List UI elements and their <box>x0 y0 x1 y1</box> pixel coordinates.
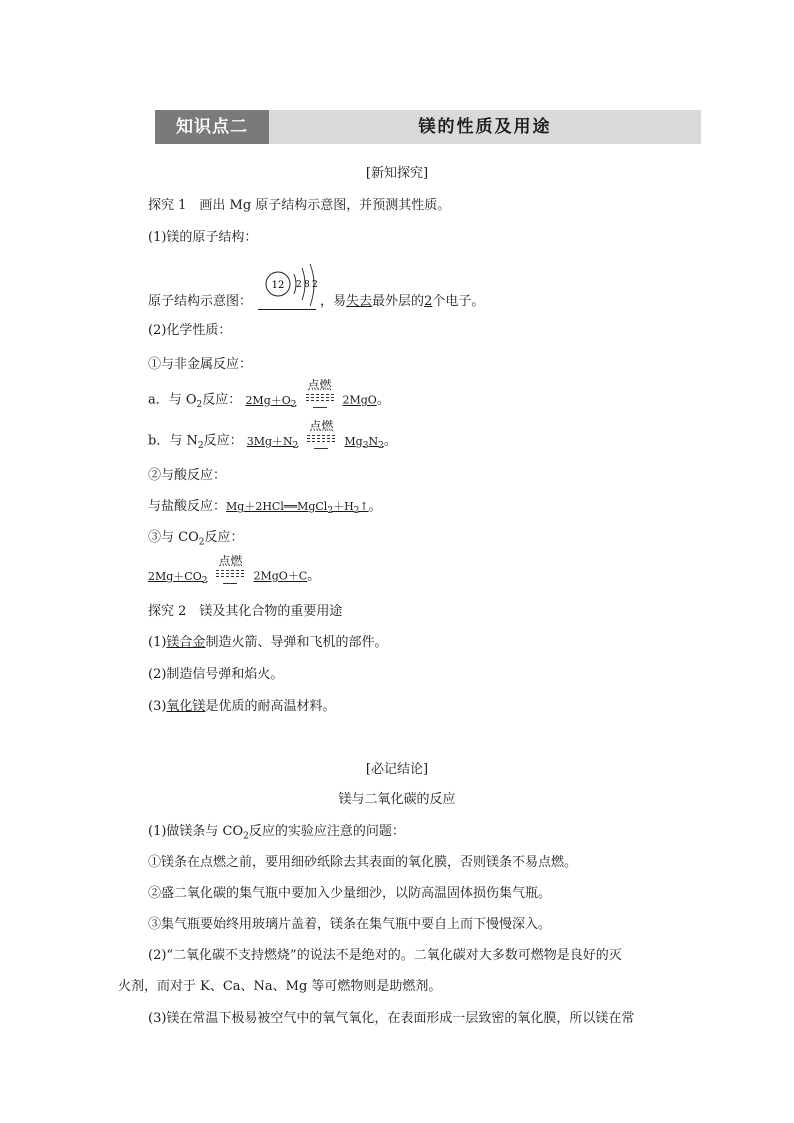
subscript: 2 <box>353 506 360 517</box>
condition-label: 点燃 <box>307 378 332 392</box>
section-tag: 知识点二 <box>155 110 269 144</box>
equation-product <box>344 434 384 451</box>
text-fragment: 反应： <box>203 433 243 449</box>
conclusion-label: [必记结论] <box>365 762 429 777</box>
section-header <box>155 110 701 144</box>
note-1-item-3: ③集气瓶要始终用玻璃片盖着，镁条在集气瓶中要自上而下慢慢深入。 <box>148 917 552 932</box>
text-fragment: 。 <box>383 433 397 449</box>
section-title: 镁的性质及用途 <box>418 117 552 137</box>
note-2-line-2: 火剂，而对于 K、Ca、Na、Mg 等可燃物则是助燃剂。 <box>118 979 442 994</box>
condition-label: 点燃 <box>309 419 334 433</box>
text-fragment: ，易 <box>320 294 347 309</box>
subscript: 3 <box>362 440 369 451</box>
equation-co2 <box>148 569 208 586</box>
text-fragment: 。 <box>307 568 321 584</box>
atomic-structure-line <box>148 292 484 312</box>
equation-product: 2MgO＋C <box>253 569 308 583</box>
conclusion-subtitle: 镁与二氧化碳的反应 <box>338 792 456 807</box>
subscript: 2 <box>198 537 205 548</box>
answer-text: 镁合金 <box>166 635 206 650</box>
text-fragment: 。 <box>368 499 382 514</box>
equation-hcl <box>226 500 369 517</box>
note-1-heading <box>148 822 405 847</box>
shell-count: 2 <box>296 280 302 290</box>
text-fragment: 反应： <box>204 530 244 545</box>
equation-o2 <box>245 393 297 410</box>
text-fragment: (1) <box>148 635 167 650</box>
acid-heading: ②与酸反应： <box>148 468 227 483</box>
subscript: 2 <box>290 399 297 410</box>
text-fragment: N <box>368 434 379 448</box>
text-fragment: 反应的实验应注意的问题： <box>248 824 405 839</box>
gas-arrow: ↑ <box>359 500 369 513</box>
inquiry-2: 探究 2 镁及其化合物的重要用途 <box>148 604 343 619</box>
equation-product: 2MgO <box>342 393 377 407</box>
equation-n2 <box>246 434 299 451</box>
use-item-2: (2)制造信号弹和焰火。 <box>148 667 284 682</box>
hcl-reaction <box>148 497 382 521</box>
text-fragment: ＋H <box>333 500 354 513</box>
subscript: 2 <box>197 441 204 452</box>
text-fragment: (3) <box>148 699 167 714</box>
answer-text: 氧化镁 <box>166 699 206 714</box>
condition-mark <box>213 554 247 586</box>
text-fragment: 是优质的耐高温材料。 <box>205 699 336 714</box>
shell-count: 8 <box>304 280 310 290</box>
nonmetal-heading: ①与非金属反应： <box>148 357 253 372</box>
text-fragment: 与盐酸反应： <box>148 499 227 514</box>
subscript: 2 <box>378 440 384 451</box>
answer-count: 2 <box>424 294 433 309</box>
text-fragment: 最外层的 <box>372 294 425 309</box>
co2-reaction <box>148 554 321 591</box>
new-knowledge-label: [新知探究] <box>365 166 429 181</box>
use-item-1 <box>148 633 387 653</box>
condition-label: 点燃 <box>218 554 243 568</box>
text-fragment: 反应： <box>202 392 242 408</box>
shell-count: 2 <box>312 280 318 290</box>
text-fragment: a．与 O <box>148 392 197 408</box>
note-1-item-2: ②盛二氧化碳的集气瓶中要加入少量细沙，以防高温固体损伤集气瓶。 <box>148 886 552 901</box>
answer-lose: 失去 <box>346 294 373 309</box>
text-fragment: 2Mg＋CO <box>148 569 202 583</box>
text-fragment: Mg <box>344 434 363 448</box>
subscript: 2 <box>292 440 299 451</box>
n2-reaction <box>148 419 397 456</box>
text-fragment: ③与 CO <box>148 530 199 545</box>
text-fragment: b．与 N <box>148 433 198 449</box>
note-2-line-1: (2)“二氧化碳不支持燃烧”的说法不是绝对的。二氧化碳对大多数可燃物是良好的灭 <box>148 948 622 963</box>
subscript: 2 <box>327 506 334 517</box>
co2-heading <box>148 528 244 553</box>
diagram-label: 原子结构示意图： <box>148 294 253 309</box>
subscript: 2 <box>196 400 203 411</box>
condition-mark <box>304 419 338 451</box>
text-fragment: 制造火箭、导弹和飞机的部件。 <box>205 635 388 650</box>
subscript: 2 <box>243 831 249 842</box>
nucleus-charge: 12 <box>271 280 285 291</box>
chemical-properties-heading: (2)化学性质： <box>148 323 232 338</box>
note-3-line-1: (3)镁在常温下极易被空气中的氧气氧化，在表面形成一层致密的氧化膜，所以镁在常 <box>148 1011 635 1026</box>
text-fragment: 3Mg＋N <box>246 434 293 448</box>
atomic-structure-heading: (1)镁的原子结构： <box>148 230 258 245</box>
condition-mark <box>303 378 337 410</box>
inquiry-1: 探究 1 画出 Mg 原子结构示意图，并预测其性质。 <box>148 198 451 213</box>
text-fragment: Mg＋2HCl══MgCl <box>226 500 328 513</box>
text-fragment: (1)做镁条与 CO <box>148 824 244 839</box>
note-1-item-1: ①镁条在点燃之前，要用细砂纸除去其表面的氧化膜，否则镁条不易点燃。 <box>148 855 578 870</box>
o2-reaction <box>148 378 390 415</box>
text-fragment: 。 <box>376 392 390 408</box>
use-item-3 <box>148 697 335 717</box>
subscript: 2 <box>201 575 208 586</box>
text-fragment: 个电子。 <box>432 294 485 309</box>
text-fragment: 2Mg＋O <box>245 393 291 407</box>
